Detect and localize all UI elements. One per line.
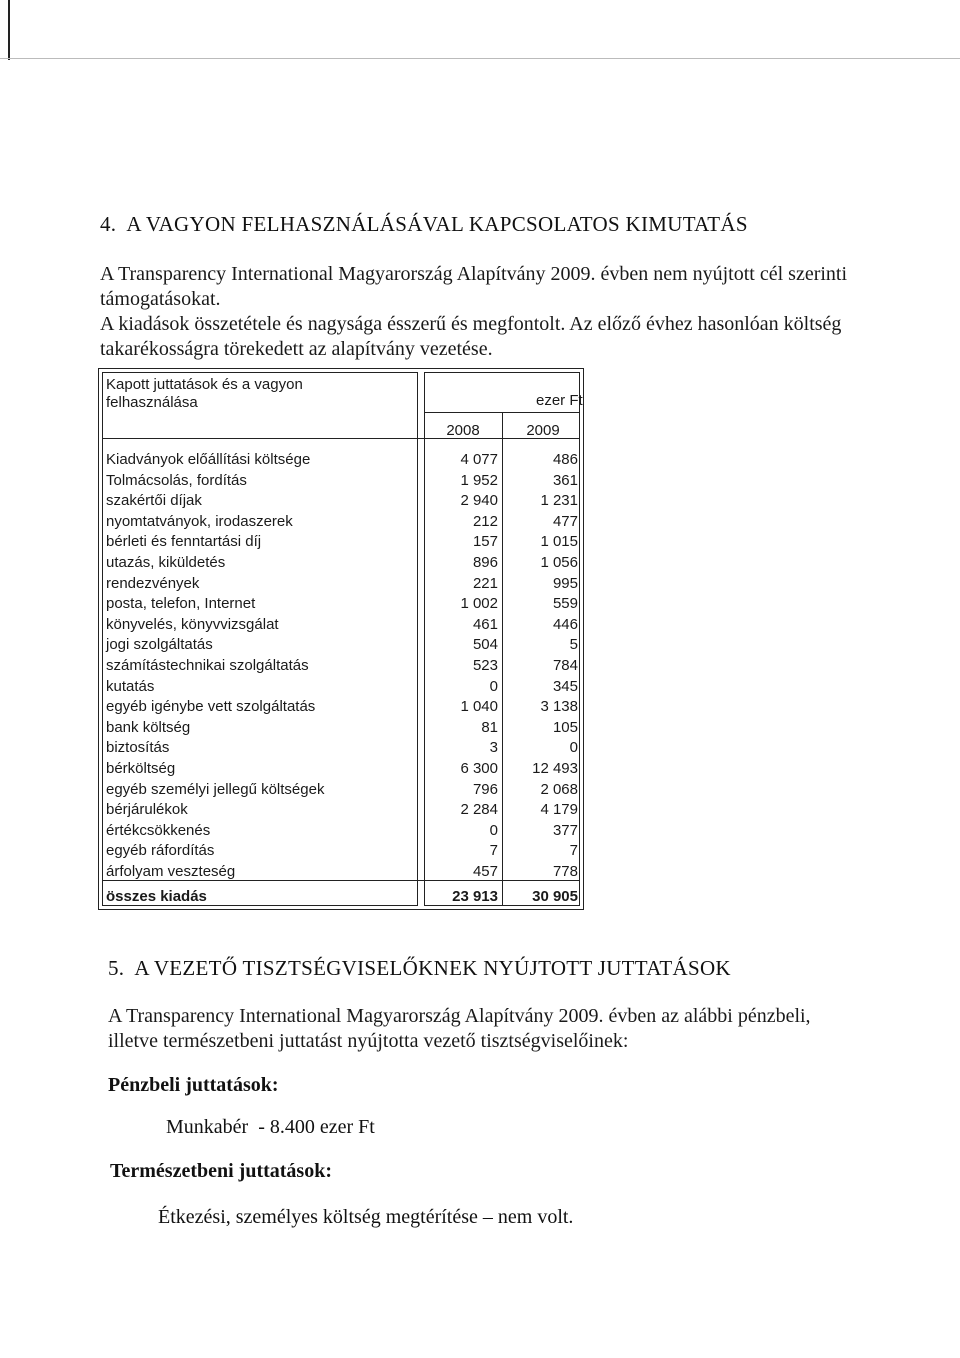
row-value-2008: 7 xyxy=(489,842,498,860)
row-value-2009: 1 231 xyxy=(540,492,578,510)
row-label: bank költség xyxy=(106,718,191,736)
row-value-2008: 461 xyxy=(472,615,498,633)
table-row xyxy=(98,491,584,511)
row-value-2008: 221 xyxy=(472,574,498,592)
row-value-2008: 504 xyxy=(472,636,498,654)
section-4-paragraph xyxy=(100,262,880,362)
row-value-2009: 559 xyxy=(552,595,578,613)
paragraph-line: A Transparency International Magyarország Alapítvány 2009. évben nem nyújtott cél szerinti xyxy=(100,263,848,285)
scan-edge-mark xyxy=(8,0,10,60)
row-value-2009: 778 xyxy=(552,863,578,880)
table-row xyxy=(98,862,584,882)
paragraph-line: takarékosságra törekedett az alapítvány vezetése. xyxy=(100,338,493,360)
row-value-2008: 212 xyxy=(472,512,498,530)
section-4-number: 4. xyxy=(100,212,117,236)
row-value-2009: 1 056 xyxy=(540,554,578,571)
row-label: szakértői díjak xyxy=(106,492,202,510)
table-row xyxy=(98,738,584,758)
row-value-2009: 12 493 xyxy=(532,760,578,777)
row-value-2008: 2 284 xyxy=(460,801,498,819)
year-2009-header: 2009 xyxy=(526,422,560,439)
year-2008-header: 2008 xyxy=(446,422,480,439)
row-value-2009: 486 xyxy=(552,451,578,468)
row-label: könyvelés, könyvvizsgálat xyxy=(106,615,279,633)
paragraph-line: támogatásokat. xyxy=(100,288,221,310)
row-label: árfolyam veszteség xyxy=(106,863,236,880)
table-row xyxy=(98,759,584,779)
row-label: egyéb igénybe vett szolgáltatás xyxy=(106,698,316,716)
row-value-2008: 1 002 xyxy=(460,595,498,613)
inkind-benefits-heading: Természetbeni juttatások: xyxy=(110,1160,333,1182)
row-label: biztosítás xyxy=(106,739,170,757)
row-value-2009: 4 179 xyxy=(540,801,578,819)
row-value-2008: 3 xyxy=(489,739,498,757)
row-label: posta, telefon, Internet xyxy=(106,595,256,613)
row-label: Kiadványok előállítási költsége xyxy=(106,451,311,468)
row-label: számítástechnikai szolgáltatás xyxy=(106,657,309,674)
row-value-2008: 0 xyxy=(489,821,498,839)
row-value-2009: 784 xyxy=(552,657,578,674)
table-row xyxy=(98,635,584,655)
table-row xyxy=(98,677,584,697)
table-row xyxy=(98,512,584,532)
row-value-2009: 7 xyxy=(569,842,578,860)
row-value-2008: 4 077 xyxy=(460,451,498,468)
section-5-heading xyxy=(108,956,731,981)
row-value-2009: 105 xyxy=(552,718,578,736)
row-value-2008: 2 940 xyxy=(460,492,498,510)
row-label: egyéb ráfordítás xyxy=(106,842,215,860)
inkind-benefits-item: Étkezési, személyes költség megtérítése – nem volt. xyxy=(158,1206,574,1228)
table-row xyxy=(98,574,584,594)
row-value-2009: 995 xyxy=(552,574,578,592)
cash-benefits-heading: Pénzbeli juttatások: xyxy=(108,1074,279,1096)
table-row xyxy=(98,615,584,635)
table-row xyxy=(98,656,584,676)
table-row xyxy=(98,450,584,470)
row-value-2009: 361 xyxy=(552,471,578,489)
table-row xyxy=(98,697,584,717)
row-value-2009: 5 xyxy=(569,636,578,654)
section-4-title: A VAGYON FELHASZNÁLÁSÁVAL KAPCSOLATOS KIMUTATÁS xyxy=(126,212,748,236)
row-label: kutatás xyxy=(106,677,155,695)
row-label: bérköltség xyxy=(106,760,176,777)
table-row xyxy=(98,553,584,573)
row-label: jogi szolgáltatás xyxy=(106,636,213,654)
table-row xyxy=(98,821,584,841)
table-row xyxy=(98,841,584,861)
table-row xyxy=(98,780,584,800)
row-label: értékcsökkenés xyxy=(106,821,211,839)
row-label: egyéb személyi jellegű költségek xyxy=(106,780,325,798)
section-5-title: A VEZETŐ TISZTSÉGVISELŐKNEK NYÚJTOTT JUTTATÁSOK xyxy=(134,956,731,980)
row-value-2008: 6 300 xyxy=(460,760,498,777)
row-value-2008: 523 xyxy=(472,657,498,674)
row-value-2009: 0 xyxy=(569,739,578,757)
row-label: Tolmácsolás, fordítás xyxy=(106,471,247,489)
total-2009: 30 905 xyxy=(532,888,578,905)
row-value-2008: 81 xyxy=(481,718,498,736)
row-value-2009: 3 138 xyxy=(540,698,578,716)
row-value-2009: 377 xyxy=(552,821,578,839)
row-value-2008: 457 xyxy=(472,863,498,880)
row-value-2009: 1 015 xyxy=(540,533,578,551)
total-2008: 23 913 xyxy=(452,888,498,905)
row-label: bérjárulékok xyxy=(106,801,188,819)
row-value-2008: 896 xyxy=(472,554,498,571)
section-5-number: 5. xyxy=(108,956,125,980)
table-row xyxy=(98,471,584,491)
row-label: utazás, kiküldetés xyxy=(106,554,226,571)
row-value-2009: 2 068 xyxy=(540,780,578,798)
section-5-paragraph xyxy=(108,1004,868,1054)
row-value-2009: 477 xyxy=(552,512,578,530)
table-row xyxy=(98,718,584,738)
total-label: összes kiadás xyxy=(106,888,207,905)
row-label: rendezvények xyxy=(106,574,200,592)
table-header-label: Kapott juttatások és a vagyon felhasználása xyxy=(106,376,303,411)
table-row xyxy=(98,594,584,614)
cash-benefits-item: Munkabér - 8.400 ezer Ft xyxy=(166,1116,375,1138)
row-value-2008: 796 xyxy=(472,780,498,798)
total-row xyxy=(98,886,584,908)
row-value-2008: 1 040 xyxy=(460,698,498,716)
row-value-2009: 345 xyxy=(552,677,578,695)
expense-table: Kapott juttatások és a vagyon felhasználása ezer Ft 2008 2009 Kiadványok előállítási költsége 4 077 486 Tolmácsolás, fordítás 1 952 361 szakértői díjak 2 940 1 231 nyomtatványok, irodaszerek 212 477 bérleti és fenntartási díj 157 1 015 utazás, kiküldetés 896 1 056 rendezvények 221 995 posta, telefon, Internet 1 002 559 könyvelés, könyvvizsgálat 461 446 jogi szolgáltatás 504 5 számítástechnikai szolgáltatás 523 784 kutatás 0 345 egyéb igénybe vett szolgáltatás 1 040 3 138 bank költség 81 105 biztosítás 3 0 bérköltség 6 300 12 493 egyéb személyi jellegű költségek 796 2 068 bérjárulékok 2 284 4 179 értékcsökkenés 0 377 egyéb ráfordítás 7 7 árfolyam veszteség 457 778 összes kiadás 23 913 30 905 xyxy=(98,368,584,910)
row-value-2008: 157 xyxy=(472,533,498,551)
row-label: nyomtatványok, irodaszerek xyxy=(106,512,293,530)
paragraph-line: A Transparency International Magyarország Alapítvány 2009. évben az alábbi pénzbeli, xyxy=(108,1005,811,1027)
scan-edge-line xyxy=(0,58,960,59)
paragraph-line: A kiadások összetétele és nagysága ésszerű és megfontolt. Az előző évhez hasonlóan költség xyxy=(100,313,842,335)
row-value-2008: 0 xyxy=(489,677,498,695)
row-value-2009: 446 xyxy=(552,615,578,633)
row-value-2008: 1 952 xyxy=(460,471,498,489)
table-row xyxy=(98,532,584,552)
table-row xyxy=(98,800,584,820)
row-label: bérleti és fenntartási díj xyxy=(106,533,262,551)
paragraph-line: illetve természetbeni juttatást nyújtotta vezető tisztségviselőinek: xyxy=(108,1030,629,1052)
section-4-heading xyxy=(100,212,748,237)
